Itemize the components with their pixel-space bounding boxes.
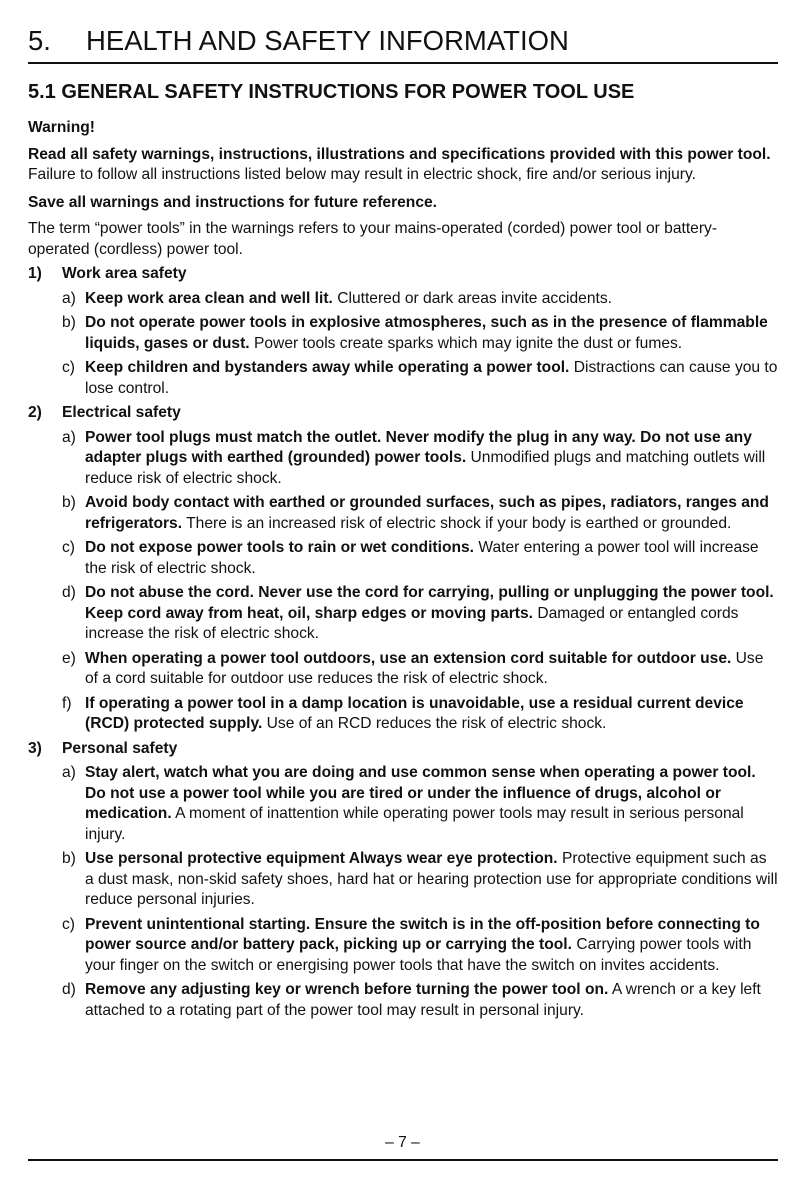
list-item <box>62 694 778 735</box>
item-plain-text: Protective equipment such as a dust mask, non-skid safety shoes, hard hat or hearing protection use for appropriate conditions will reduce personal injuries. <box>85 850 778 908</box>
item-bold-text: Keep work area clean and well lit. <box>85 289 333 307</box>
item-text <box>85 358 778 399</box>
footer-divider <box>28 1159 778 1161</box>
chapter-title-text: HEALTH AND SAFETY INFORMATION <box>86 25 569 56</box>
document-page <box>28 22 778 1021</box>
item-plain-text: Damaged or entangled cords increase the risk of electric shock. <box>85 604 739 642</box>
item-bold-text: Stay alert, watch what you are doing and use common sense when operating a power tool. Do not use a power tool while you are tired or under the influence of drugs, alcohol or medication. <box>85 764 756 822</box>
item-text <box>85 694 778 735</box>
group-number: 2) <box>28 404 42 421</box>
item-letter: c) <box>62 539 75 556</box>
item-plain-text: Distractions can cause you to lose control. <box>85 359 778 397</box>
item-bold-text: Avoid body contact with earthed or grounded surfaces, such as pipes, radiators, ranges and refrigerators. <box>85 494 769 532</box>
item-plain-text: There is an increased risk of electric shock if your body is earthed or grounded. <box>186 514 732 532</box>
item-letter: a) <box>62 428 76 446</box>
item-bold-text: If operating a power tool in a damp location is unavoidable, use a residual current device (RCD) protected supply. <box>85 694 744 732</box>
item-letter: b) <box>62 314 76 331</box>
item-bold-text: Keep children and bystanders away while operating a power tool. <box>85 359 570 376</box>
list-item <box>62 583 778 645</box>
item-letter: e) <box>62 649 76 667</box>
list-item <box>62 493 778 534</box>
item-plain-text: Use of an RCD reduces the risk of electric shock. <box>266 715 607 732</box>
group-title-text: Work area safety <box>62 265 187 282</box>
item-letter: a) <box>62 289 76 307</box>
group-title <box>28 739 778 760</box>
list-item <box>62 289 778 310</box>
list-item <box>62 358 778 399</box>
section-title: 5.1 GENERAL SAFETY INSTRUCTIONS FOR POWER TOOL USE <box>28 81 635 103</box>
item-plain-text: Unmodified plugs and matching outlets will reduce risk of electric shock. <box>85 449 766 487</box>
item-text <box>85 980 778 1021</box>
chapter-number: 5. <box>28 25 51 56</box>
item-bold-text: Remove any adjusting key or wrench before turning the power tool on. <box>85 981 609 998</box>
item-plain-text: A wrench or a key left attached to a rotating part of the power tool may result in personal injury. <box>85 981 761 1019</box>
item-letter: b) <box>62 850 76 867</box>
save-note-text: Save all warnings and instructions for future reference. <box>28 193 438 211</box>
item-bold-text: Do not operate power tools in explosive atmospheres, such as in the presence of flammable liquids, gases or dust. <box>85 314 768 352</box>
item-plain-text: Power tools create sparks which may ignite the dust or fumes. <box>253 334 683 352</box>
item-plain-text: Cluttered or dark areas invite accidents. <box>337 289 612 307</box>
item-letter: d) <box>62 981 76 998</box>
warning-label: Warning! <box>28 119 95 136</box>
item-plain-text: A moment of inattention while operating power tools may result in serious personal injury. <box>85 805 744 843</box>
group-number: 3) <box>28 739 42 757</box>
item-letter: d) <box>62 584 76 601</box>
item-bold-text: Power tool plugs must match the outlet. Never modify the plug in any way. Do not use any adapter plugs with earthed (grounded) power tools. <box>85 428 752 466</box>
group-title-text: Personal safety <box>62 739 178 757</box>
list-item <box>62 980 778 1021</box>
item-text <box>85 763 778 845</box>
intro-text: Failure to follow all instructions listed below may result in electric shock, fire and/or serious injury. <box>28 166 696 183</box>
list-item <box>62 313 778 354</box>
group-title <box>28 403 778 424</box>
item-text <box>85 493 778 534</box>
page-number: – 7 – <box>385 1134 420 1151</box>
item-bold-text: Prevent unintentional starting. Ensure the switch is in the off-position before connecting to power source and/or battery pack, picking up or carrying the tool. <box>85 915 760 953</box>
item-text <box>85 428 778 490</box>
intro-paragraph <box>28 145 778 186</box>
group-number: 1) <box>28 265 42 282</box>
item-text <box>85 849 778 911</box>
item-text <box>85 538 778 579</box>
item-letter: b) <box>62 494 76 511</box>
item-bold-text: Use personal protective equipment Always wear eye protection. <box>85 850 558 867</box>
item-text <box>85 649 778 690</box>
group-title <box>28 264 778 285</box>
list-item <box>62 649 778 690</box>
item-letter: c) <box>62 915 75 933</box>
list-item <box>62 849 778 911</box>
list-item <box>62 763 778 845</box>
list-item <box>62 538 778 579</box>
list-item <box>62 428 778 490</box>
item-plain-text: Use of a cord suitable for outdoor use reduces the risk of electric shock. <box>85 649 764 687</box>
item-plain-text: Carrying power tools with your finger on the switch or energising power tools that have the switch on invites accidents. <box>85 936 752 974</box>
item-text <box>85 583 778 645</box>
item-bold-text: When operating a power tool outdoors, use an extension cord suitable for outdoor use. <box>85 649 732 667</box>
intro-bold: Read all safety warnings, instructions, illustrations and specifications provided with this power tool. <box>28 145 771 163</box>
safety-groups <box>28 264 778 1021</box>
group-title-text: Electrical safety <box>62 404 181 421</box>
item-letter: a) <box>62 764 76 781</box>
item-bold-text: Do not abuse the cord. Never use the cord for carrying, pulling or unplugging the power tool. Keep cord away from heat, oil, sharp edges or moving parts. <box>85 584 774 622</box>
item-letter: c) <box>62 359 75 376</box>
save-note <box>28 193 778 214</box>
item-text <box>85 289 778 310</box>
term-note: The term “power tools” in the warnings refers to your mains-operated (corded) power tool or battery-operated (cordless) power tool. <box>28 220 718 258</box>
item-text <box>85 915 778 977</box>
safety-group <box>28 403 778 735</box>
chapter-title <box>28 22 778 64</box>
safety-group <box>28 264 778 399</box>
item-text <box>85 313 778 354</box>
item-plain-text: Water entering a power tool will increase the risk of electric shock. <box>85 539 759 577</box>
item-letter: f) <box>62 694 72 712</box>
list-item <box>62 915 778 977</box>
item-bold-text: Do not expose power tools to rain or wet conditions. <box>85 539 474 556</box>
safety-group <box>28 739 778 1022</box>
